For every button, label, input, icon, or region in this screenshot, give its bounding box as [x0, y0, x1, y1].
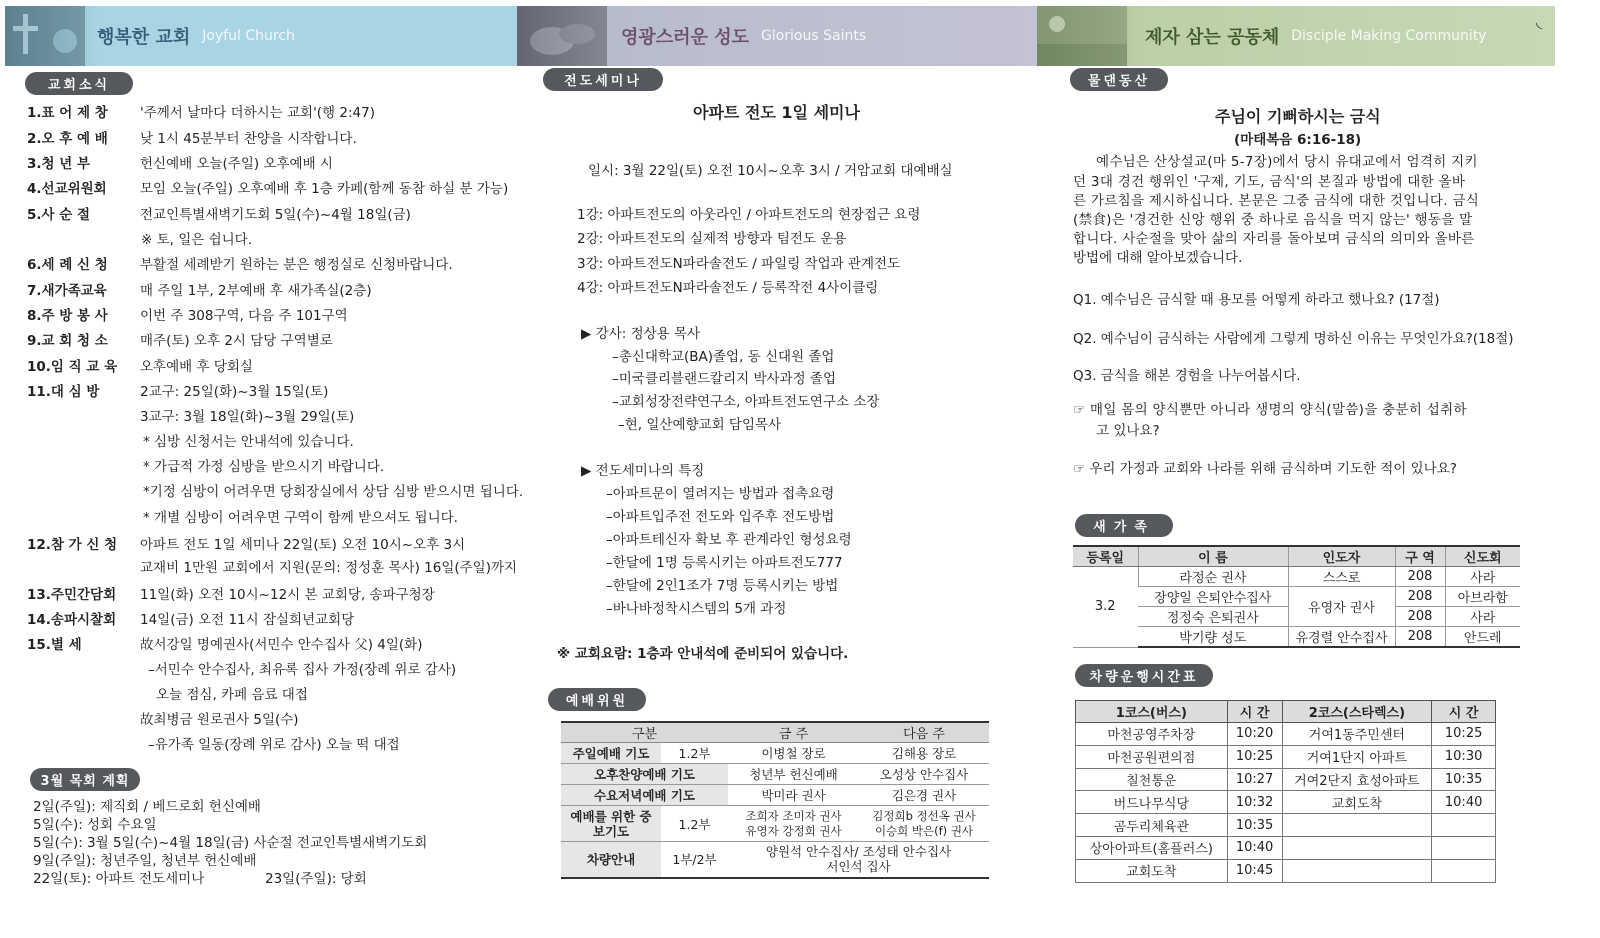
feature-line: –바나바정착시스템의 5개 과정: [606, 601, 787, 617]
cell: 이병철 장로: [728, 743, 859, 764]
col-header: 1코스(버스): [1076, 701, 1228, 723]
cell: 사라: [1445, 567, 1520, 587]
news-item-text: *기정 심방이 어려우면 당회장실에서 상담 심방 받으시면 됩니다.: [143, 484, 524, 500]
question: Q1. 예수님은 금식할 때 용모를 어떻게 하라고 했나요? (17절): [1073, 292, 1440, 308]
table-row: [1076, 814, 1496, 837]
col-header: 구분: [561, 722, 728, 743]
table-row: [561, 806, 989, 842]
vehicle-heading: 차량운행시간표: [1075, 664, 1213, 687]
news-item-text: * 심방 신청서는 안내석에 있습니다.: [143, 434, 354, 450]
cell: 거여1단지 아파트: [1282, 745, 1432, 768]
cell: 장양일 은퇴안수집사: [1138, 587, 1288, 607]
news-item-text: 헌신예배 오늘(주일) 오후예배 시: [140, 156, 333, 172]
table-row: [1076, 723, 1496, 746]
news-item-label: 4.선교위원회: [27, 181, 107, 197]
cell: [1432, 814, 1496, 837]
cell: 곰두리체육관: [1076, 814, 1228, 837]
cell: 정정숙 은퇴권사: [1138, 607, 1288, 627]
feature-line: –아파트테신자 확보 후 관계라인 형성요령: [606, 532, 852, 548]
cell: 1.2부: [661, 743, 728, 764]
news-item-text: –유가족 일동(장례 위로 감사) 오늘 떡 대접: [148, 737, 400, 753]
table-row: [561, 785, 989, 806]
vehicle-table-header: [1076, 701, 1496, 723]
cell: 유영자 권사: [1288, 587, 1395, 627]
news-heading: 교회소식: [25, 72, 133, 95]
table-row: [1073, 567, 1520, 587]
cell: 라정순 권사: [1138, 567, 1288, 587]
cell: 10:40: [1227, 836, 1282, 859]
march-plan-line: 5일(수): 3월 5일(수)~4월 18일(금) 사순절 전교인특별새벽기도회: [33, 835, 428, 851]
cell: 마천공영주차장: [1076, 723, 1228, 746]
news-item-label: 7.새가족교육: [27, 283, 107, 299]
table-row: [1073, 627, 1520, 648]
march-plan-line: 5일(수): 성회 수요일: [33, 817, 157, 833]
seminar-session: 1강: 아파트전도의 아웃라인 / 아파트전도의 현장접근 요령: [577, 207, 921, 223]
seminar-session: 4강: 아파트전도N파라솔전도 / 등록작전 4사이클링: [577, 280, 879, 296]
speaker-line: –총신대학교(BA)졸업, 동 신대원 졸업: [612, 349, 835, 365]
newfamily-table-header: [1073, 546, 1520, 567]
cell: [1282, 836, 1432, 859]
cell: 교회도착: [1282, 791, 1432, 814]
feature-line: –한달에 1명 등록시키는 아파트전도777: [606, 555, 843, 571]
header-joyful-church: [5, 6, 517, 66]
cell: 10:35: [1432, 768, 1496, 791]
col-header: 인도자: [1288, 546, 1395, 567]
news-item-text: 매주(토) 오후 2시 담당 구역별로: [140, 333, 333, 349]
table-row: [1076, 791, 1496, 814]
news-item-text: 2교구: 25일(화)~3월 15일(토): [140, 384, 329, 400]
march-plan-line: 2일(주일): 제직회 / 베드로회 헌신예배: [33, 799, 261, 815]
march-plan-heading: 3월 목회 계획: [30, 768, 140, 791]
cell: 오후찬양예배 기도: [561, 764, 728, 785]
cell: 10:27: [1227, 768, 1282, 791]
news-item-label: 9.교 회 청 소: [27, 333, 108, 349]
cell: 거여2단지 효성아파트: [1282, 768, 1432, 791]
cell: 10:32: [1227, 791, 1282, 814]
header-title-en: Disciple Making Community: [1291, 28, 1487, 44]
worship-table-header: [561, 722, 989, 743]
cell: 스스로: [1288, 567, 1395, 587]
table-row: [561, 764, 989, 785]
question: Q2. 예수님이 금식하는 사람에게 그렇게 명하신 이유는 무엇인가요?(18절): [1073, 331, 1514, 347]
news-item-label: 10.임 직 교 육: [27, 359, 118, 375]
cell: 10:30: [1432, 745, 1496, 768]
col-header: 구 역: [1395, 546, 1445, 567]
vehicle-table: [1075, 700, 1496, 883]
news-item-text: 아파트 전도 1일 세미나 22일(토) 오전 10시~오후 3시: [140, 537, 466, 553]
bible-paragraph: 합니다. 사순절을 맞아 삶의 자리를 돌아보며 금식의 의미와 올바른: [1073, 231, 1475, 247]
speaker-title: ▶ 강사: 정상용 목사: [581, 326, 701, 342]
speaker-line: –미국클리블랜드칼리지 박사과정 졸업: [612, 371, 836, 387]
speaker-line: –현, 일산예향교회 담임목사: [618, 417, 782, 433]
cell: [1282, 814, 1432, 837]
header-title-ko: 제자 삼는 공동체: [1145, 27, 1280, 48]
news-item-label: 13.주민간담회: [27, 587, 117, 603]
news-item-label: 5.사 순 절: [27, 207, 91, 223]
news-item-text: 14일(금) 오전 11시 잠실희년교회당: [140, 612, 355, 628]
cell: 마천공원편의점: [1076, 745, 1228, 768]
newfamily-heading: 새가족: [1075, 514, 1173, 537]
header-disciple-community: [1037, 6, 1555, 66]
vehicle-table-body: [1076, 723, 1496, 883]
news-item-text: 모임 오늘(주일) 오후예배 후 1층 카페(함께 동참 하실 분 가능): [140, 181, 509, 197]
cell: 안드레: [1445, 627, 1520, 648]
col-header: 등록일: [1073, 546, 1138, 567]
feature-line: –아파트입주전 전도와 입주후 전도방법: [606, 509, 835, 525]
cell: 208: [1395, 587, 1445, 607]
header-title-en: Joyful Church: [202, 28, 295, 44]
cell: 거여1동주민센터: [1282, 723, 1432, 746]
cell: 1부/2부: [661, 842, 728, 878]
cell: 3.2: [1073, 567, 1138, 648]
news-item-text: 故최병금 원로권사 5일(수): [140, 712, 299, 728]
table-row: [1073, 587, 1520, 607]
news-item-text: 故서강일 명예권사(서민수 안수집사 父) 4일(화): [140, 637, 423, 653]
col-header: 시 간: [1432, 701, 1496, 723]
cell: [1432, 859, 1496, 882]
news-item-text: 부활절 세례받기 원하는 분은 행정실로 신청바랍니다.: [140, 257, 453, 273]
bible-paragraph: (禁食)은 '경건한 신앙 행위 중 하나로 음식을 먹지 않는' 행동을 말: [1073, 212, 1473, 228]
col-header: 금 주: [728, 722, 859, 743]
seminar-note: ※ 교회요람: 1층과 안내석에 준비되어 있습니다.: [557, 646, 849, 662]
question: Q3. 금식을 해본 경험을 나누어봅시다.: [1073, 368, 1301, 384]
col-header: 2코스(스타렉스): [1282, 701, 1432, 723]
feature-line: –한달에 2인1조가 7명 등록시키는 방법: [606, 578, 839, 594]
cell: 주일예배 기도: [561, 743, 661, 764]
bible-paragraph: 던 3대 경건 행위인 '구제, 기도, 금식'의 본질과 방법에 대한 올바: [1073, 174, 1466, 190]
table-row: [1076, 859, 1496, 882]
cell: 수요저녁예배 기도: [561, 785, 728, 806]
news-item-text: 전교인특별새벽기도회 5일(수)~4월 18일(금): [140, 207, 411, 223]
cell: 김은경 권사: [859, 785, 989, 806]
prompt: ☞ 우리 가정과 교회와 나라를 위해 금식하며 기도한 적이 있나요?: [1073, 461, 1457, 477]
news-item-label: 14.송파시찰회: [27, 612, 117, 628]
news-item-label: 11.대 심 방: [27, 384, 100, 400]
news-item-text: 3교구: 3월 18일(화)~3월 29일(토): [140, 409, 355, 425]
seminar-session: 3강: 아파트전도N파라솔전도 / 파일링 작업과 관계전도: [577, 256, 901, 272]
cell: 10:35: [1227, 814, 1282, 837]
hands-photo-icon: [517, 6, 607, 66]
march-plan-line: 23일(주일): 당회: [265, 871, 367, 887]
col-header: 다음 주: [859, 722, 989, 743]
news-item-label: 12.참 가 신 청: [27, 537, 118, 553]
march-plan-line: 9일(주일): 청년주일, 청년부 헌신예배: [33, 853, 257, 869]
speaker-line: –교회성장전략연구소, 아파트전도연구소 소장: [612, 394, 880, 410]
col-header: 신도회: [1445, 546, 1520, 567]
news-item-text: '주께서 날마다 더하시는 교회'(행 2:47): [140, 105, 375, 121]
feature-line: –아파트문이 열려지는 방법과 접촉요령: [606, 486, 835, 502]
news-item-text: 이번 주 308구역, 다음 주 101구역: [140, 308, 348, 324]
cell: [1432, 836, 1496, 859]
cell: 10:45: [1227, 859, 1282, 882]
seminar-title: 아파트 전도 1일 세미나: [693, 103, 860, 122]
table-row: [561, 743, 989, 764]
seminar-when: 일시: 3월 22일(토) 오전 10시~오후 3시 / 거암교회 대예배실: [588, 163, 953, 179]
news-item-text: * 개별 심방이 어려우면 구역이 함께 받으셔도 됩니다.: [143, 510, 458, 526]
news-item-text: 오늘 점심, 카페 음료 대접: [156, 687, 308, 703]
col-header: 이 름: [1138, 546, 1288, 567]
worship-table: [561, 721, 989, 879]
bible-heading: 물댄동산: [1070, 68, 1168, 91]
field-photo-icon: [1037, 6, 1127, 66]
header-glorious-saints: [517, 6, 1037, 66]
march-plan-line: 22일(토): 아파트 전도세미나: [33, 871, 205, 887]
cell: [1282, 859, 1432, 882]
cell: 박기량 성도: [1138, 627, 1288, 648]
prompt: ☞ 매일 몸의 양식뿐만 아니라 생명의 양식(말씀)을 충분히 섭취하: [1073, 402, 1467, 418]
cell: 청년부 헌신예배: [728, 764, 859, 785]
cell: 10:25: [1227, 745, 1282, 768]
cell: 양원석 안수집사/ 조성태 안수집사 서인석 집사: [728, 842, 989, 878]
cell: 10:25: [1432, 723, 1496, 746]
bible-ref: (마태복음 6:16-18): [1234, 132, 1362, 148]
news-item-label: 3.청 년 부: [27, 156, 91, 172]
header-title-en: Glorious Saints: [760, 28, 867, 44]
table-row: [1076, 745, 1496, 768]
bible-paragraph: 방법에 대해 알아보겠습니다.: [1073, 250, 1243, 266]
cell: 오성상 안수집사: [859, 764, 989, 785]
cell: 1.2부: [661, 806, 728, 842]
cell: 상아아파트(홈플러스): [1076, 836, 1228, 859]
news-item-label: 2.오 후 예 배: [27, 131, 108, 147]
table-row: [1076, 836, 1496, 859]
table-row: [561, 842, 989, 878]
news-item-label: 1.표 어 제 창: [27, 105, 108, 121]
cell: 칠천통운: [1076, 768, 1228, 791]
bible-paragraph: 른 가르침을 제시하십니다. 본문은 그중 금식에 대한 것입니다. 금식: [1073, 193, 1480, 209]
cell: 차량안내: [561, 842, 661, 878]
cell: 박미라 권사: [728, 785, 859, 806]
newfamily-table: [1073, 545, 1520, 648]
cell: 조희자 조미자 권사 유영자 강정희 권사: [728, 806, 859, 842]
news-item-text: 교재비 1만원 교회에서 지원(문의: 정성훈 목사) 16일(주일)까지: [140, 560, 518, 576]
cell: 아브라함: [1445, 587, 1520, 607]
cell: 유경렬 안수집사: [1288, 627, 1395, 648]
cell: 버드나무식당: [1076, 791, 1228, 814]
cell: 208: [1395, 567, 1445, 587]
header-title-ko: 영광스러운 성도: [621, 27, 749, 48]
news-item-label: 6.세 례 신 청: [27, 257, 108, 273]
cell: 사라: [1445, 607, 1520, 627]
news-item-text: * 가급적 가정 심방을 받으시기 바랍니다.: [143, 459, 385, 475]
news-item-text: –서민수 안수집사, 최유록 집사 가정(장례 위로 감사): [148, 662, 457, 678]
table-row: [1076, 768, 1496, 791]
page-fold-icon: ◟: [1536, 12, 1543, 31]
cell: 교회도착: [1076, 859, 1228, 882]
cell: 예배를 위한 중보기도: [561, 806, 661, 842]
prompt: 고 있나요?: [1096, 423, 1160, 439]
cell: 208: [1395, 607, 1445, 627]
cell: 208: [1395, 627, 1445, 648]
news-item-text: 낮 1시 45분부터 찬양을 시작합니다.: [140, 131, 357, 147]
news-item-text: ※ 토, 일은 쉽니다.: [141, 232, 253, 248]
worship-heading: 예배위원: [548, 688, 646, 711]
news-item-text: 11일(화) 오전 10시~12시 본 교회당, 송파구청장: [140, 587, 435, 603]
cell: 10:40: [1432, 791, 1496, 814]
bible-title: 주님이 기뻐하시는 금식: [1215, 107, 1381, 126]
col-header: 시 간: [1227, 701, 1282, 723]
cell: 김해용 장로: [859, 743, 989, 764]
cross-photo-icon: [5, 6, 85, 66]
features-title: ▶ 전도세미나의 특징: [581, 463, 705, 479]
news-item-text: 매 주일 1부, 2부예배 후 새가족실(2층): [140, 283, 372, 299]
bible-paragraph: 예수님은 산상설교(마 5-7장)에서 당시 유대교에서 엄격히 지키: [1096, 154, 1478, 170]
seminar-session: 2강: 아파트전도의 실제적 방향과 팀전도 운용: [577, 231, 847, 247]
cell: 10:20: [1227, 723, 1282, 746]
header-title-ko: 행복한 교회: [97, 27, 191, 48]
cell: 김정희b 정선옥 권사 이승희 박은(f) 권사: [859, 806, 989, 842]
news-item-text: 오후예배 후 당회실: [140, 359, 253, 375]
seminar-heading: 전도세미나: [543, 68, 663, 91]
news-item-label: 15.별 세: [27, 637, 82, 653]
news-item-label: 8.주 방 봉 사: [27, 308, 108, 324]
